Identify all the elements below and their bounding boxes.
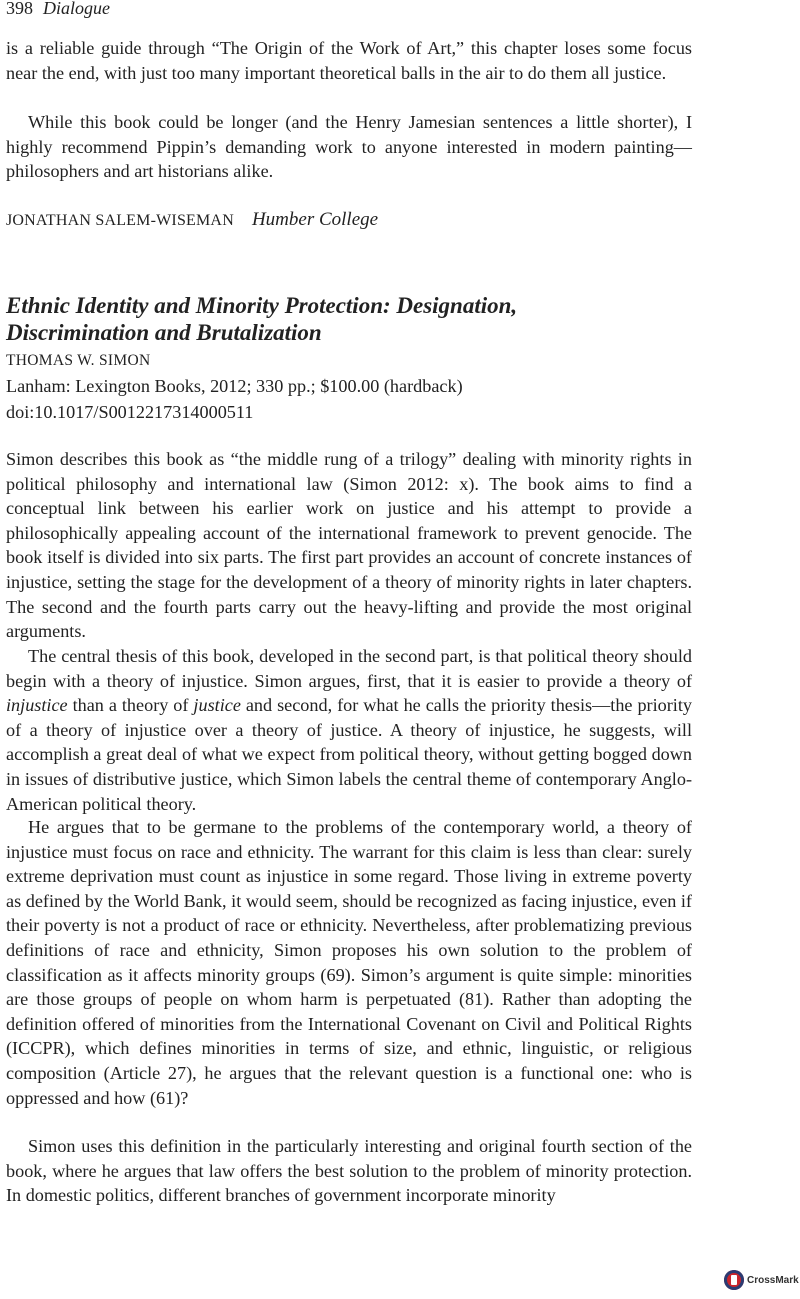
previous-review-closing-paragraph: While this book could be longer (and the Henry Jamesian sentences a little shorter), I highly recommend Pippin’s demanding work to anyone interested in modern painting—philosophers and art historians alike. [6,112,692,182]
reviewer-name: JONATHAN SALEM-WISEMAN [6,212,234,229]
journal-name: Dialogue [43,0,110,18]
book-title-line-2: Discrimination and Brutalization [6,320,322,345]
previous-review-paragraph: is a reliable guide through “The Origin of the Work of Art,” this chapter loses some focus near the end, with just too many important theoretical balls in the air to do them all justice. [6,38,692,83]
review-paragraph-4: Simon uses this definition in the particularly interesting and original fourth section of the book, where he argues that law offers the best solution to the problem of minority protection. In domestic politics, different branches of government incorporate minority [6,1136,692,1206]
crossmark-icon [724,1270,744,1290]
review-paragraph-2-text-a: The central thesis of this book, developed in the second part, is that political theory should begin with a theory of injustice. Simon argues, first, that it is easier to provide a theory of [6,646,692,691]
review-paragraph-2-text-b: than a theory of [67,695,194,716]
book-title-line-1: Ethnic Identity and Minority Protection: Designation, [6,293,518,318]
review-paragraph-3: He argues that to be germane to the problems of the contemporary world, a theory of injustice must focus on race and ethnicity. The warrant for this claim is less than clear: surely extreme deprivation must count as injustice in some regard. Those living in extreme poverty as defined by the World Bank, it would seem, should be recognized as facing injustice, even if their poverty is not a product of race or ethnicity. Nevertheless, after problematizing previous definitions of race and ethnicity, Simon proposes his own solution to the problem of classification as it affects minority groups (69). Simon’s argument is quite simple: minorities are those groups of people on whom harm is perpetuated (81). Rather than adopting the definition offered of minorities from the International Covenant on Civil and Political Rights (ICCPR), which defines minorities in terms of size, and ethnic, linguistic, or religious composition (Article 27), he argues that the relevant question is a functional one: who is oppressed and how (61)? [6,817,692,1108]
reviewer-institution: Humber College [251,209,379,230]
reviewer-signature [6,208,378,233]
book-doi-link[interactable]: doi:10.1017/S0012217314000511 [6,402,254,422]
emphasis-justice: justice [193,695,241,716]
emphasis-injustice: injustice [6,695,68,716]
crossmark-badge[interactable] [724,1270,799,1290]
book-author: THOMAS W. SIMON [6,352,151,369]
review-paragraph-2 [6,644,692,816]
review-paragraph-2-text-c: and second, for what he calls the priority thesis—the priority of a theory of injustice over a theory of justice. A theory of injustice, he suggests, will accomplish a great deal of what we expect from political theory, without getting bogged down in issues of distributive justice, which Simon labels the central theme of contemporary Anglo-American political theory. [6,695,693,814]
page-number: 398 [6,0,33,18]
crossmark-label: CrossMark [747,1274,799,1286]
review-paragraph-1: Simon describes this book as “the middle rung of a trilogy” dealing with minority rights in political philosophy and international law (Simon 2012: x). The book aims to find a conceptual link between his earlier work on justice and his attempt to provide a philosophically appealing account of the international framework to prevent genocide. The book itself is divided into six parts. The first part provides an account of concrete instances of injustice, setting the stage for the development of a theory of minority rights in later chapters. The second and the fourth parts carry out the heavy-lifting and provide the most original arguments. [6,449,692,642]
running-head [6,0,110,20]
book-publication-info: Lanham: Lexington Books, 2012; 330 pp.; $100.00 (hardback) [6,376,463,396]
book-title [6,292,696,346]
